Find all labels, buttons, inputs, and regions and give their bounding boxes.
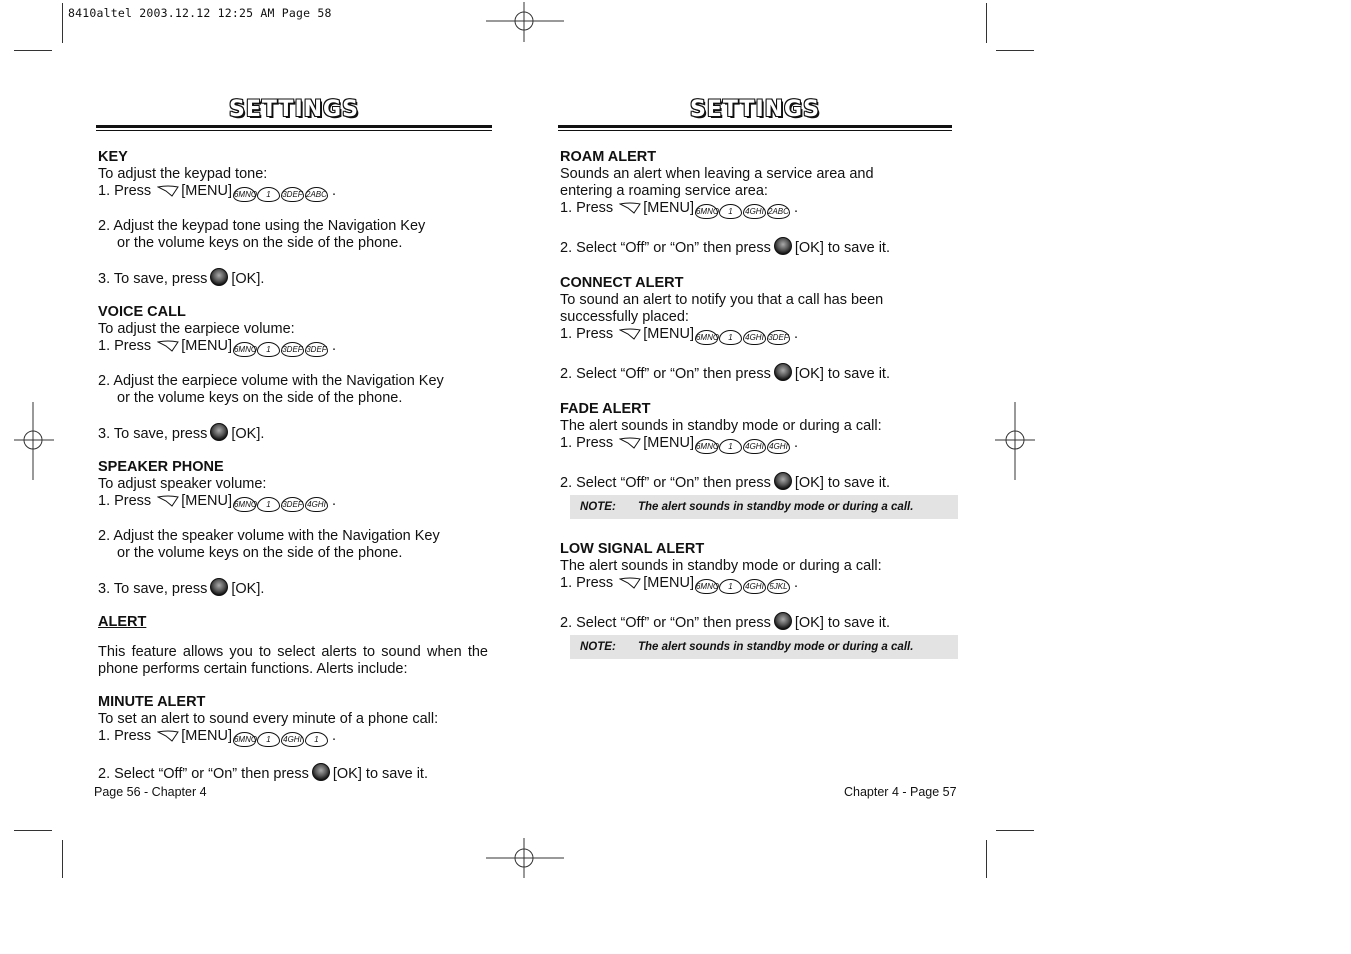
step-text: 1. Press (98, 493, 152, 509)
section-heading-key: KEY (98, 149, 128, 165)
step-2 (560, 363, 960, 383)
section-intro: Sounds an alert when leaving a service area and (560, 166, 874, 182)
section-heading-low-signal-alert: LOW SIGNAL ALERT (560, 541, 705, 557)
step-2 (98, 763, 488, 783)
step-1: 1. Press [MENU] 6MNO 1 4GHI 2ABC . (560, 200, 960, 219)
section-intro: To sound an alert to notify you that a call has been (560, 292, 884, 308)
crop-mark (986, 3, 987, 43)
step-text: 1. Press (560, 575, 614, 591)
section-heading-fade-alert: FADE ALERT (560, 401, 651, 417)
step-2 (560, 237, 960, 257)
step-text: [OK]. (231, 426, 265, 442)
crop-mark (996, 50, 1034, 51)
note-label: NOTE: (580, 501, 616, 513)
section-intro: The alert sounds in standby mode or during a call: (560, 418, 882, 434)
keypad-key-icon: 6MNO (233, 342, 256, 357)
step-3 (98, 578, 488, 598)
step-1: 1. Press [MENU] 6MNO 1 3DEF 3DEF . (98, 338, 488, 357)
section-intro-cont: successfully placed: (560, 309, 689, 325)
keypad-key-icon: 4GHI (743, 439, 766, 454)
soft-key-icon (619, 202, 641, 214)
step-3 (98, 423, 488, 443)
keypad-key-icon: 3DEF (281, 342, 304, 357)
page-title: SETTINGS (690, 97, 820, 122)
keypad-key-icon: 6MNO (233, 732, 256, 747)
section-heading-voice-call: VOICE CALL (98, 304, 186, 320)
keypad-key-icon: 1 (719, 579, 742, 594)
step-1: 1. Press [MENU] 6MNO 1 3DEF 2ABC . (98, 183, 488, 202)
registration-mark-icon (14, 402, 54, 480)
step-text: 1. Press (560, 200, 614, 216)
keypad-key-icon: 6MNO (695, 579, 718, 594)
title-rule (96, 125, 492, 128)
keypad-key-icon: 3DEF (767, 330, 790, 345)
note-text: The alert sounds in standby mode or during a call. (638, 641, 914, 653)
soft-key-icon (157, 185, 179, 197)
ok-button-icon (774, 363, 792, 381)
soft-key-icon (619, 328, 641, 340)
step-text: [OK]. (231, 581, 265, 597)
step-2: 2. Adjust the keypad tone using the Navigation Key (98, 218, 426, 234)
note-box (570, 635, 958, 659)
step-text: 1. Press (560, 435, 614, 451)
section-heading-roam-alert: ROAM ALERT (560, 149, 657, 165)
step-text: [OK] to save it. (794, 615, 890, 631)
step-text: [OK]. (231, 271, 265, 287)
ok-button-icon (774, 237, 792, 255)
keypad-key-icon: 1 (257, 342, 280, 357)
print-slug: 8410altel 2003.12.12 12:25 AM Page 58 (68, 6, 332, 20)
menu-label: [MENU] (181, 183, 232, 199)
soft-key-icon (157, 730, 179, 742)
crop-mark (986, 840, 987, 878)
step-2 (560, 612, 960, 632)
keypad-key-icon: 3DEF (281, 187, 304, 202)
ok-button-icon (210, 423, 228, 441)
step-text: [OK] to save it. (332, 766, 428, 782)
keypad-key-icon: 6MNO (233, 187, 256, 202)
page-footer: Chapter 4 - Page 57 (844, 785, 957, 799)
soft-key-icon (157, 340, 179, 352)
keypad-key-icon: 1 (305, 732, 328, 747)
step-text: 2. Select “Off” or “On” then press (98, 766, 309, 782)
section-intro: To set an alert to sound every minute of a phone call: (98, 711, 439, 727)
step-text: 2. Select “Off” or “On” then press (560, 475, 771, 491)
page-title: SETTINGS (229, 97, 359, 122)
step-text: 3. To save, press (98, 271, 208, 287)
keypad-key-icon: 5JKL (767, 579, 790, 594)
step-text: 1. Press (98, 338, 152, 354)
ok-button-icon (774, 472, 792, 490)
crop-mark (62, 3, 63, 43)
keypad-key-icon: 1 (719, 204, 742, 219)
keypad-key-icon: 1 (719, 330, 742, 345)
keypad-key-icon: 2ABC (305, 187, 328, 202)
menu-label: [MENU] (643, 435, 694, 451)
keypad-key-icon: 4GHI (281, 732, 304, 747)
crop-mark (996, 830, 1034, 831)
step-2 (560, 472, 960, 492)
step-1: 1. Press [MENU] 6MNO 1 4GHI 1 . (98, 728, 488, 747)
menu-label: [MENU] (643, 200, 694, 216)
page-footer: Page 56 - Chapter 4 (94, 785, 207, 799)
section-heading-speaker-phone: SPEAKER PHONE (98, 459, 224, 475)
step-1: 1. Press [MENU] 6MNO 1 3DEF 4GHI . (98, 493, 488, 512)
section-intro: The alert sounds in standby mode or during a call: (560, 558, 882, 574)
keypad-key-icon: 1 (257, 497, 280, 512)
keypad-key-icon: 6MNO (695, 204, 718, 219)
crop-mark (14, 50, 52, 51)
keypad-key-icon: 6MNO (695, 439, 718, 454)
step-text: 3. To save, press (98, 581, 208, 597)
step-1: 1. Press [MENU] 6MNO 1 4GHI 4GHI . (560, 435, 960, 454)
note-box (570, 495, 958, 519)
note-label: NOTE: (580, 641, 616, 653)
right-column (560, 149, 960, 659)
registration-mark-icon (486, 2, 564, 42)
soft-key-icon (619, 437, 641, 449)
step-text: 3. To save, press (98, 426, 208, 442)
step-text: 2. Select “Off” or “On” then press (560, 615, 771, 631)
step-text: 1. Press (560, 326, 614, 342)
step-2: 2. Adjust the speaker volume with the Navigation Key (98, 528, 440, 544)
step-2-cont: or the volume keys on the side of the phone. (117, 390, 403, 406)
ok-button-icon (774, 612, 792, 630)
step-2: 2. Adjust the earpiece volume with the Navigation Key (98, 373, 444, 389)
keypad-key-icon: 6MNO (695, 330, 718, 345)
step-text: 2. Select “Off” or “On” then press (560, 240, 771, 256)
note-text: The alert sounds in standby mode or during a call. (638, 501, 914, 513)
section-intro: To adjust the earpiece volume: (98, 321, 295, 337)
keypad-key-icon: 3DEF (281, 497, 304, 512)
step-1: 1. Press [MENU] 6MNO 1 4GHI 5JKL . (560, 575, 960, 594)
step-text: [OK] to save it. (794, 240, 890, 256)
step-text: 1. Press (98, 183, 152, 199)
title-rule (558, 130, 952, 131)
step-text: 2. Select “Off” or “On” then press (560, 366, 771, 382)
step-1: 1. Press [MENU] 6MNO 1 4GHI 3DEF . (560, 326, 960, 345)
section-heading-alert: ALERT (98, 614, 147, 630)
section-heading-connect-alert: CONNECT ALERT (560, 275, 684, 291)
section-intro: To adjust the keypad tone: (98, 166, 268, 182)
keypad-key-icon: 3DEF (305, 342, 328, 357)
registration-mark-icon (995, 402, 1035, 480)
soft-key-icon (619, 577, 641, 589)
step-2-cont: or the volume keys on the side of the phone. (117, 235, 403, 251)
left-column (98, 149, 488, 783)
section-intro: To adjust speaker volume: (98, 476, 267, 492)
step-text: 1. Press (98, 728, 152, 744)
menu-label: [MENU] (643, 326, 694, 342)
title-rule (96, 130, 492, 131)
step-2-cont: or the volume keys on the side of the phone. (117, 545, 403, 561)
keypad-key-icon: 4GHI (743, 330, 766, 345)
registration-mark-icon (486, 838, 564, 878)
menu-label: [MENU] (643, 575, 694, 591)
keypad-key-icon: 4GHI (743, 579, 766, 594)
keypad-key-icon: 2ABC (767, 204, 790, 219)
menu-label: [MENU] (181, 338, 232, 354)
soft-key-icon (157, 495, 179, 507)
keypad-key-icon: 1 (719, 439, 742, 454)
step-text: [OK] to save it. (794, 475, 890, 491)
section-heading-minute-alert: MINUTE ALERT (98, 694, 206, 710)
keypad-key-icon: 4GHI (767, 439, 790, 454)
alert-description: This feature allows you to select alerts to sound when the phone performs certain functions. Alerts include: (98, 644, 488, 677)
title-rule (558, 125, 952, 128)
crop-mark (14, 830, 52, 831)
step-3 (98, 268, 488, 288)
step-text: [OK] to save it. (794, 366, 890, 382)
keypad-key-icon: 4GHI (305, 497, 328, 512)
section-intro-cont: entering a roaming service area: (560, 183, 768, 199)
ok-button-icon (210, 578, 228, 596)
keypad-key-icon: 1 (257, 187, 280, 202)
ok-button-icon (210, 268, 228, 286)
menu-label: [MENU] (181, 493, 232, 509)
menu-label: [MENU] (181, 728, 232, 744)
ok-button-icon (312, 763, 330, 781)
keypad-key-icon: 1 (257, 732, 280, 747)
crop-mark (62, 840, 63, 878)
keypad-key-icon: 4GHI (743, 204, 766, 219)
keypad-key-icon: 6MNO (233, 497, 256, 512)
